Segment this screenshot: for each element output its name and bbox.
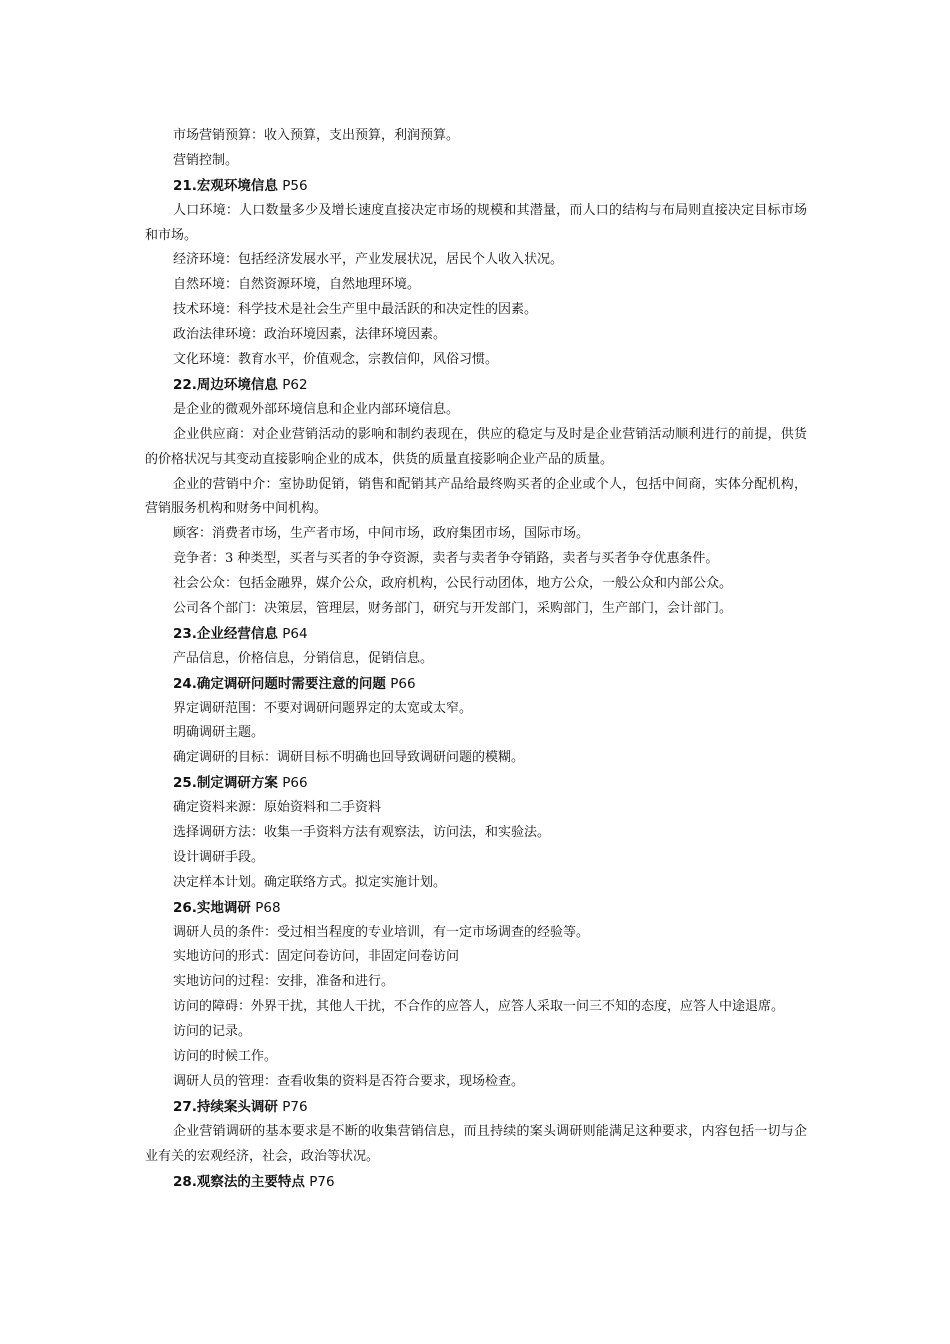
section-heading-title: 22.周边环境信息: [173, 376, 278, 393]
section-heading: [145, 373, 807, 398]
section-heading-title: 28.观察法的主要特点: [173, 1173, 305, 1190]
body-paragraph: 企业营销调研的基本要求是不断的收集营销信息，而且持续的案头调研则能满足这种要求，内容包括一切与企业有关的宏观经济，社会，政治等状况。: [145, 1123, 807, 1164]
body-line: 实地访问的形式：固定问卷访问，非固定问卷访问: [173, 949, 460, 965]
body-line: 界定调研范围：不要对调研问题界定的太宽或太窄。: [173, 700, 473, 716]
body-line: 政治法律环境：政治环境因素，法律环境因素。: [173, 327, 447, 343]
section-heading-title: 23.企业经营信息: [173, 625, 278, 642]
section-heading: [145, 1095, 807, 1120]
section-heading-title: 27.持续案头调研: [173, 1098, 278, 1115]
body-paragraph: 人口环境：人口数量多少及增长速度直接决定市场的规模和其潜量，而人口的结构与布局则直接决定目标市场和市场。: [145, 202, 807, 243]
body-paragraph: 企业供应商：对企业营销活动的影响和制约表现在，供应的稳定与及时是企业营销活动顺利进行的前提，供货的价格状况与其变动直接影响企业的成本，供货的质量直接影响企业产品的质量。: [145, 426, 807, 467]
body-line: 技术环境：科学技术是社会生产里中最活跃的和决定性的因素。: [173, 302, 538, 318]
body-line: 设计调研手段。: [173, 849, 265, 865]
section-page-ref: P64: [277, 625, 308, 642]
section-page-ref: P76: [277, 1098, 308, 1115]
body-line: 是企业的微观外部环境信息和企业内部环境信息。: [173, 401, 460, 417]
body-line: 社会公众：包括金融界，媒介公众，政府机构，公民行动团体，地方公众，一般公众和内部公众。: [173, 576, 733, 592]
body-paragraph: 访问的障碍：外界干扰，其他人干扰，不合作的应答人，应答人采取一问三不知的态度，应答人中途退席。: [173, 999, 785, 1015]
body-line: 竞争者：3 种类型，买者与买者的争夺资源，卖者与卖者争夺销路，卖者与买者争夺优惠条件。: [173, 551, 719, 567]
section-page-ref: P76: [304, 1173, 335, 1190]
section-heading: [145, 622, 807, 647]
body-line: 确定调研的目标：调研目标不明确也回导致调研问题的模糊。: [173, 750, 525, 766]
section-heading: [145, 896, 807, 921]
body-line: 自然环境：自然资源环境，自然地理环境。: [173, 277, 421, 293]
body-line: 确定资料来源：原始资料和二手资料: [173, 800, 382, 816]
body-line: 决定样本计划。确定联络方式。拟定实施计划。: [173, 874, 447, 890]
body-line: 文化环境：教育水平，价值观念，宗教信仰，风俗习惯。: [173, 352, 499, 368]
section-heading: [145, 174, 807, 199]
body-line: 营销控制。: [173, 152, 239, 168]
body-line: 经济环境：包括经济发展水平，产业发展状况，居民个人收入状况。: [173, 252, 564, 268]
body-line: 明确调研主题。: [173, 725, 265, 741]
section-heading-title: 24.确定调研问题时需要注意的问题: [173, 675, 386, 692]
section-page-ref: P66: [385, 675, 416, 692]
section-heading: [145, 771, 807, 796]
body-line: 顾客：消费者市场，生产者市场，中间市场，政府集团市场，国际市场。: [173, 526, 590, 542]
body-line: 公司各个部门：决策层，管理层，财务部门，研究与开发部门，采购部门，生产部门，会计部门。: [173, 601, 733, 617]
body-line: 选择调研方法：收集一手资料方法有观察法，访问法，和实验法。: [173, 825, 551, 841]
section-heading: [145, 1170, 807, 1195]
body-line: 市场营销预算：收入预算，支出预算，利润预算。: [173, 128, 460, 143]
body-line: 访问的时候工作。: [173, 1049, 278, 1065]
body-line: 调研人员的管理：查看收集的资料是否符合要求，现场检查。: [173, 1073, 525, 1089]
body-line: 访问的记录。: [173, 1024, 252, 1040]
section-page-ref: P62: [277, 376, 308, 393]
body-line: 产品信息，价格信息，分销信息，促销信息。: [173, 650, 434, 666]
section-page-ref: P66: [277, 775, 308, 792]
section-page-ref: P56: [277, 177, 308, 194]
section-heading-title: 21.宏观环境信息: [173, 177, 278, 194]
section-page-ref: P68: [250, 899, 281, 916]
section-heading-title: 25.制定调研方案: [173, 775, 278, 792]
section-heading: [145, 672, 807, 697]
body-paragraph: 企业的营销中介：室协助促销，销售和配销其产品给最终购买者的企业或个人，包括中间商，实体分配机构，营销服务机构和财务中间机构。: [145, 476, 807, 517]
body-line: 调研人员的条件：受过相当程度的专业培训，有一定市场调查的经验等。: [173, 924, 590, 940]
body-line: 实地访问的过程：安排，准备和进行。: [173, 974, 395, 990]
document-body: [145, 124, 807, 1194]
section-heading-title: 26.实地调研: [173, 899, 251, 916]
